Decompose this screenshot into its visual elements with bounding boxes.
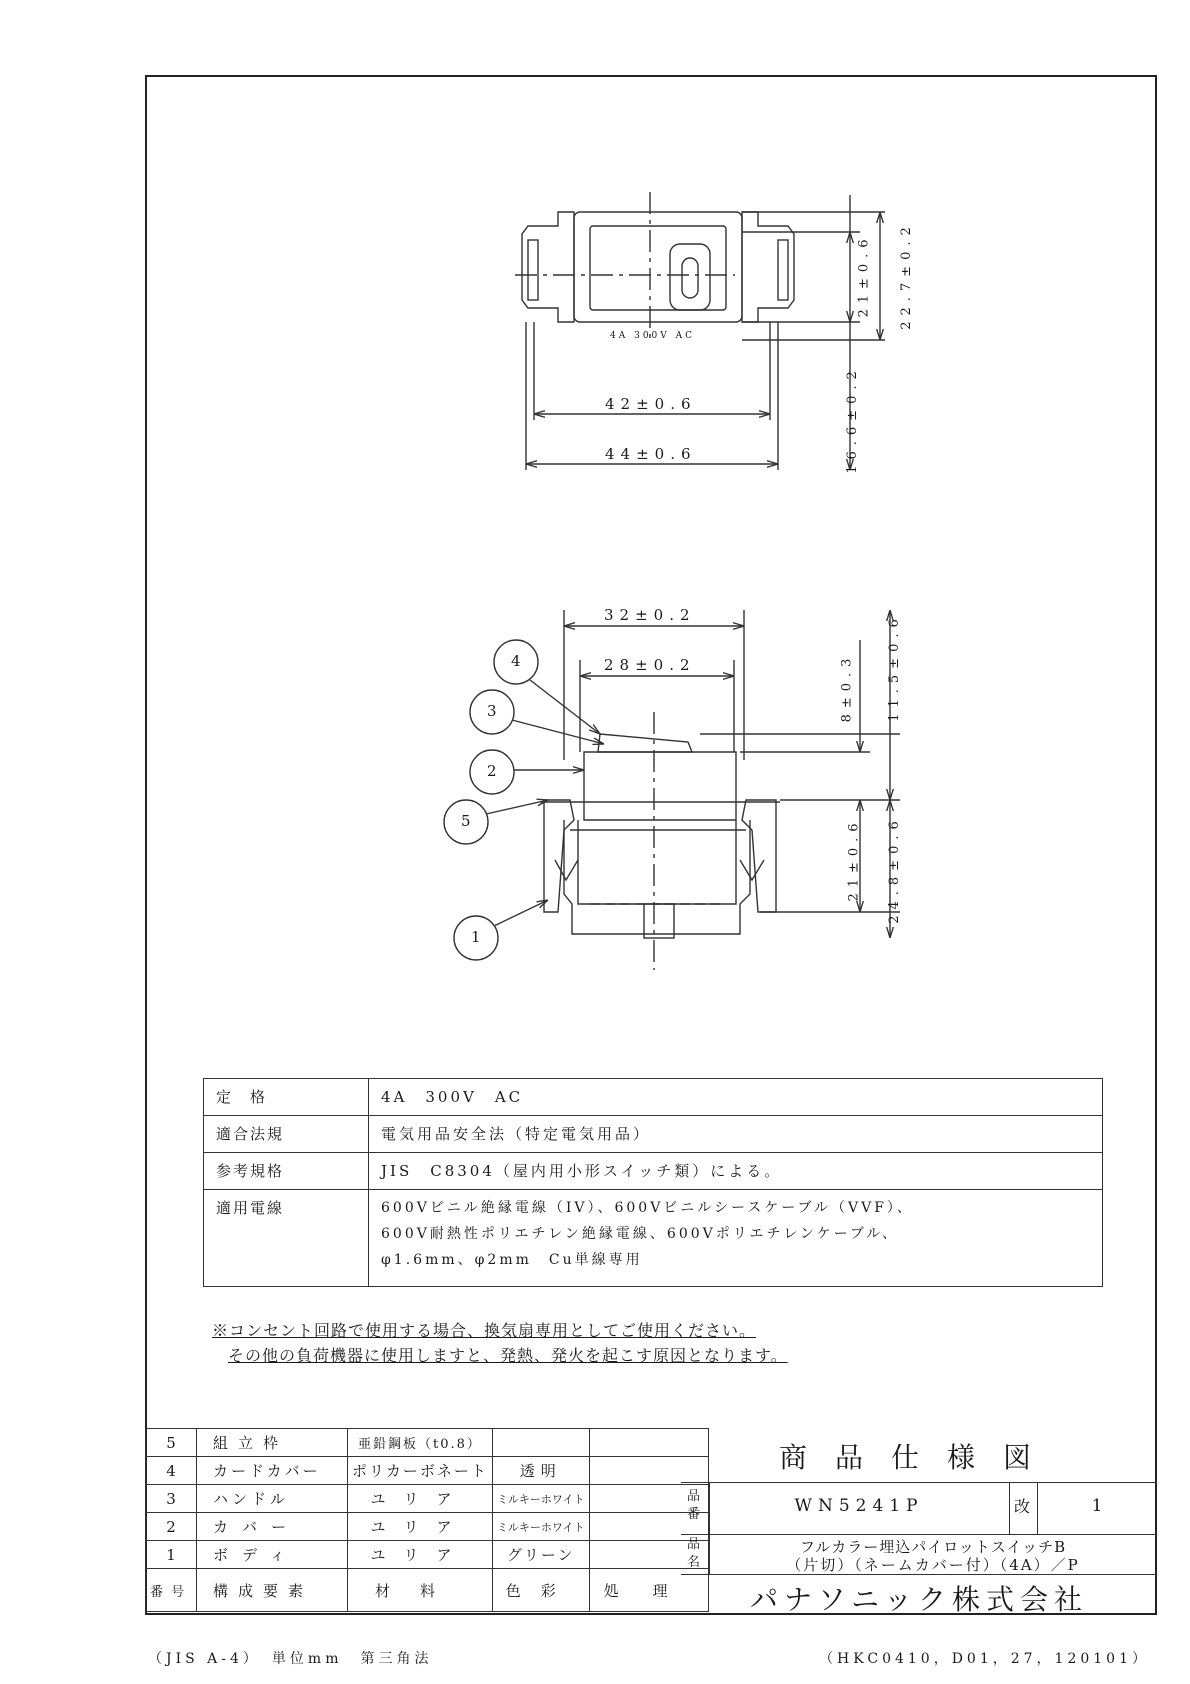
product-name-label: 品名 <box>687 1537 701 1570</box>
dim-top-outer: 32±0.2 <box>604 606 696 624</box>
footer-standard: （JIS A-4） 単位mm 第三角法 <box>148 1651 433 1667</box>
part-color: ミルキーホワイト <box>492 1513 589 1541</box>
spec-value-line: φ1.6mm、φ2mm Cu単線専用 <box>381 1252 643 1268</box>
part-color <box>492 1429 589 1457</box>
product-name-line2: （片切）（ネームカバー付）（4A）／P <box>786 1556 1080 1574</box>
balloon-4: 4 <box>511 652 521 670</box>
part-name: カードカバー <box>197 1457 348 1485</box>
dim-right-d: 24.8±0.6 <box>886 815 902 924</box>
part-name: 組立枠 <box>197 1429 348 1457</box>
part-name: ハンドル <box>197 1485 348 1513</box>
header-material: 材料 <box>348 1569 493 1612</box>
part-number: WN5241P <box>794 1496 924 1516</box>
balloon-5: 5 <box>461 812 471 830</box>
title-block <box>681 1428 1157 1615</box>
part-no: 3 <box>146 1485 197 1513</box>
dim-height-outer: 22.7±0.2 <box>898 221 914 330</box>
spec-table <box>203 1078 1103 1287</box>
footer-code: （HKC0410，D01，27，120101） <box>819 1651 1150 1667</box>
spec-value: JIS C8304（屋内用小形スイッチ類）による。 <box>369 1153 1103 1190</box>
spec-row <box>204 1116 1103 1153</box>
drawing-title: 商品仕様図 <box>778 1441 1059 1474</box>
parts-row <box>146 1485 709 1513</box>
note-line: その他の負荷機器に使用しますと、発熱、発火を起こす原因となります。 <box>228 1346 788 1365</box>
spec-label: 定 格 <box>204 1079 369 1116</box>
parts-list <box>145 1428 709 1612</box>
part-no: 4 <box>146 1457 197 1485</box>
parts-header-row <box>146 1569 709 1612</box>
part-no-label: 品番 <box>687 1489 701 1522</box>
revision: 1 <box>1091 1496 1103 1516</box>
part-material: ユリア <box>348 1485 493 1513</box>
balloon-2: 2 <box>487 762 497 780</box>
part-material: ユリア <box>348 1513 493 1541</box>
parts-row <box>146 1513 709 1541</box>
part-material: ポリカーボネート <box>348 1457 493 1485</box>
balloon-3: 3 <box>487 702 497 720</box>
part-no: 2 <box>146 1513 197 1541</box>
note-line: ※コンセント回路で使用する場合、換気扇専用としてご使用ください。 <box>212 1321 757 1340</box>
dim-height-inner: 21±0.6 <box>856 233 872 318</box>
part-color: 透明 <box>492 1457 589 1485</box>
product-marking: 4A 300V AC <box>610 331 696 341</box>
parts-row <box>146 1429 709 1457</box>
dim-right-a: 8±0.3 <box>839 652 855 723</box>
dim-top-inner: 28±0.2 <box>604 656 696 674</box>
spec-value <box>369 1190 1103 1287</box>
header-color: 色彩 <box>492 1569 589 1612</box>
parts-row <box>146 1541 709 1569</box>
product-name-line1: フルカラー埋込パイロットスイッチB <box>799 1538 1067 1556</box>
spec-label: 適合法規 <box>204 1116 369 1153</box>
revision-label: 改 <box>1014 1497 1031 1516</box>
part-color: グリーン <box>492 1541 589 1569</box>
dim-right-b: 11.5±0.6 <box>886 613 902 722</box>
company-name: パナソニック株式会社 <box>749 1583 1089 1616</box>
spec-label: 参考規格 <box>204 1153 369 1190</box>
dim-right-c: 21±0.6 <box>846 817 862 902</box>
top-view-switch <box>515 192 794 340</box>
dim-width-inner: 42±0.6 <box>605 395 697 413</box>
header-process: 処理 <box>589 1569 708 1612</box>
spec-row <box>204 1190 1103 1287</box>
header-no: 番号 <box>146 1569 197 1612</box>
parts-row <box>146 1457 709 1485</box>
dim-width-outer: 44±0.6 <box>605 445 697 463</box>
spec-value-line: 600Vビニル絶縁電線（IV）、600Vビニルシースケーブル（VVF）、 <box>381 1200 914 1216</box>
part-name: ボディ <box>197 1541 348 1569</box>
spec-row <box>204 1079 1103 1116</box>
header-name: 構成要素 <box>197 1569 348 1612</box>
caution-note <box>212 1318 788 1368</box>
part-color: ミルキーホワイト <box>492 1485 589 1513</box>
balloon-1: 1 <box>471 928 481 946</box>
spec-value-line: 600V耐熱性ポリエチレン絶縁電線、600Vポリエチレンケーブル、 <box>381 1226 900 1242</box>
dim-offset: 16.6±0.2 <box>844 365 860 474</box>
spec-value: 電気用品安全法（特定電気用品） <box>369 1116 1103 1153</box>
part-no: 5 <box>146 1429 197 1457</box>
part-name: カバー <box>197 1513 348 1541</box>
part-material: ユリア <box>348 1541 493 1569</box>
part-material: 亜鉛鋼板（t0.8） <box>348 1429 493 1457</box>
part-no: 1 <box>146 1541 197 1569</box>
spec-row <box>204 1153 1103 1190</box>
spec-value: 4A 300V AC <box>369 1079 1103 1116</box>
spec-label: 適用電線 <box>204 1190 369 1287</box>
